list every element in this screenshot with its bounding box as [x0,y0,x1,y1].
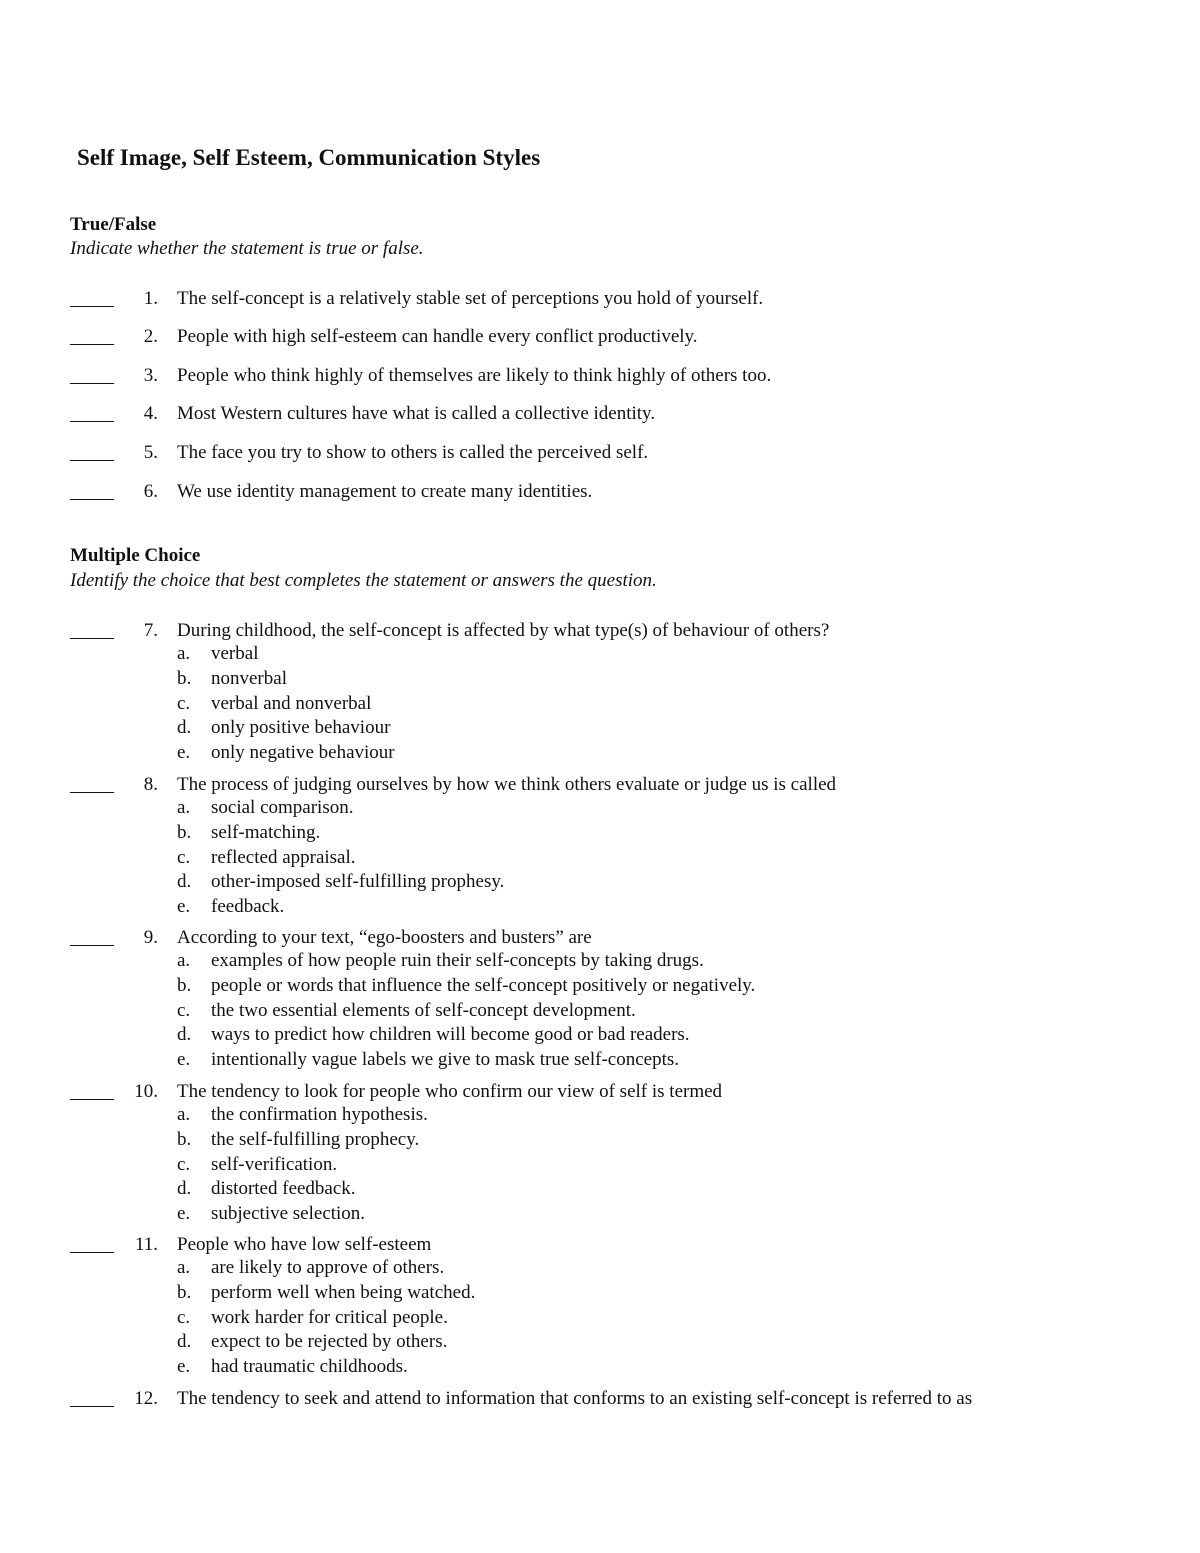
option-list [177,796,1160,920]
question-line [70,442,1160,464]
answer-blank[interactable] [70,774,114,793]
option-letter: c. [177,1153,191,1175]
tf-question [70,403,1160,425]
option-letter: d. [177,1024,192,1046]
mc-question [70,1081,1160,1227]
option-letter: c. [177,846,191,868]
answer-option [177,1281,1160,1306]
answer-option [177,667,1160,692]
question-line [70,365,1160,387]
question-text: During childhood, the self-concept is affected by what type(s) of behaviour of others? [177,620,830,641]
question-line [70,774,1160,796]
answer-option [177,895,1160,920]
option-text: are likely to approve of others. [211,1257,445,1278]
answer-blank[interactable] [70,481,114,500]
answer-option [177,1355,1160,1380]
answer-blank[interactable] [70,288,114,307]
multiple-choice-instruction: Identify the choice that best completes the statement or answers the question. [70,570,657,591]
option-text: other-imposed self-fulfilling prophesy. [211,871,505,893]
answer-option [177,821,1160,846]
option-text: subjective selection. [211,1203,366,1225]
option-letter: b. [177,821,192,843]
answer-option [177,692,1160,717]
question-number: 4. [143,403,158,424]
question-number: 6. [143,481,158,502]
answer-option [177,642,1160,667]
question-number: 5. [143,442,158,463]
answer-option [177,1177,1160,1202]
question-number: 8. [143,774,158,795]
option-letter: a. [177,1257,191,1278]
answer-option [177,741,1160,766]
option-text: the two essential elements of self-concept development. [211,999,636,1021]
answer-option [177,1048,1160,1073]
tf-question [70,365,1160,387]
option-list [177,1103,1160,1227]
option-letter: c. [177,1306,191,1328]
option-text: social comparison. [211,797,354,818]
answer-option [177,949,1160,974]
mc-question [70,620,1160,766]
answer-blank[interactable] [70,620,114,639]
true-false-heading: True/False [70,214,157,235]
answer-blank[interactable] [70,442,114,461]
question-line [70,481,1160,503]
answer-option [177,1128,1160,1153]
answer-option [177,974,1160,999]
option-letter: a. [177,1104,191,1125]
option-text: verbal [211,643,259,664]
option-text: reflected appraisal. [211,846,356,868]
question-line [70,326,1160,348]
option-letter: c. [177,999,191,1021]
option-text: only positive behaviour [211,717,391,739]
tf-question [70,288,1160,310]
question-number: 3. [143,365,158,386]
answer-option [177,1103,1160,1128]
answer-option [177,999,1160,1024]
answer-option [177,846,1160,871]
option-text: only negative behaviour [211,742,395,764]
option-text: self-matching. [211,821,321,843]
answer-option [177,870,1160,895]
question-text: People with high self-esteem can handle every conflict productively. [177,326,698,347]
option-letter: d. [177,1331,192,1353]
question-number: 10. [134,1081,158,1102]
mc-question [70,1234,1160,1380]
option-text: the confirmation hypothesis. [211,1104,428,1125]
option-letter: d. [177,1178,192,1200]
option-text: perform well when being watched. [211,1281,476,1303]
answer-option [177,716,1160,741]
option-letter: d. [177,717,192,739]
option-text: ways to predict how children will become good or bad readers. [211,1024,690,1046]
question-text: The process of judging ourselves by how we think others evaluate or judge us is called [177,774,837,795]
answer-blank[interactable] [70,927,114,946]
option-text: expect to be rejected by others. [211,1331,448,1353]
question-number: 12. [134,1388,158,1409]
question-line [70,1388,1160,1410]
answer-option [177,1023,1160,1048]
question-text: The tendency to seek and attend to information that conforms to an existing self-concept is referred to as [177,1388,973,1409]
question-text: Most Western cultures have what is called a collective identity. [177,403,656,424]
tf-question [70,326,1160,348]
option-list [177,949,1160,1073]
page-title: Self Image, Self Esteem, Communication Styles [77,145,541,170]
option-text: work harder for critical people. [211,1306,448,1328]
question-line [70,403,1160,425]
option-text: people or words that influence the self-concept positively or negatively. [211,974,756,996]
option-letter: a. [177,797,191,818]
question-text: The tendency to look for people who confirm our view of self is termed [177,1081,723,1102]
option-text: verbal and nonverbal [211,692,372,714]
option-letter: b. [177,974,192,996]
option-list [177,1256,1160,1380]
tf-question [70,442,1160,464]
question-text: The face you try to show to others is called the perceived self. [177,442,649,463]
option-text: had traumatic childhoods. [211,1356,408,1378]
question-text: We use identity management to create many identities. [177,481,593,502]
question-number: 7. [143,620,158,641]
question-text: People who have low self-esteem [177,1234,432,1255]
answer-option [177,1330,1160,1355]
option-letter: a. [177,643,191,664]
question-line [70,620,1160,642]
mc-question [70,1388,1160,1410]
option-letter: b. [177,1281,192,1303]
question-number: 1. [143,288,158,309]
option-letter: b. [177,1128,192,1150]
answer-blank[interactable] [70,1388,114,1407]
question-line [70,1081,1160,1103]
question-number: 9. [143,927,158,948]
option-letter: d. [177,871,192,893]
answer-blank[interactable] [70,326,114,345]
answer-blank[interactable] [70,403,114,422]
answer-option [177,1202,1160,1227]
option-text: examples of how people ruin their self-concepts by taking drugs. [211,950,704,971]
option-text: nonverbal [211,667,287,689]
question-line [70,927,1160,949]
tf-question [70,481,1160,503]
question-line [70,1234,1160,1256]
answer-blank[interactable] [70,365,114,384]
option-letter: e. [177,896,191,918]
option-letter: a. [177,950,191,971]
question-text: According to your text, “ego-boosters and busters” are [177,927,592,948]
question-number: 2. [143,326,158,347]
option-letter: e. [177,1356,191,1378]
answer-option [177,1153,1160,1178]
answer-blank[interactable] [70,1081,114,1100]
answer-blank[interactable] [70,1234,114,1253]
option-text: feedback. [211,896,285,918]
question-line [70,288,1160,310]
question-number: 11. [134,1234,158,1255]
answer-option [177,796,1160,821]
mc-question [70,927,1160,1073]
option-letter: e. [177,742,191,764]
question-text: People who think highly of themselves are likely to think highly of others too. [177,365,772,386]
option-letter: e. [177,1203,191,1225]
question-text: The self-concept is a relatively stable set of perceptions you hold of yourself. [177,288,764,309]
mc-question [70,774,1160,920]
answer-option [177,1306,1160,1331]
option-text: distorted feedback. [211,1178,356,1200]
option-text: the self-fulfilling prophecy. [211,1128,420,1150]
multiple-choice-heading: Multiple Choice [70,545,201,566]
option-list [177,642,1160,766]
option-text: self-verification. [211,1153,338,1175]
option-text: intentionally vague labels we give to mask true self-concepts. [211,1049,679,1071]
answer-option [177,1256,1160,1281]
true-false-instruction: Indicate whether the statement is true or false. [70,238,424,259]
option-letter: b. [177,667,192,689]
option-letter: e. [177,1049,191,1071]
option-letter: c. [177,692,191,714]
